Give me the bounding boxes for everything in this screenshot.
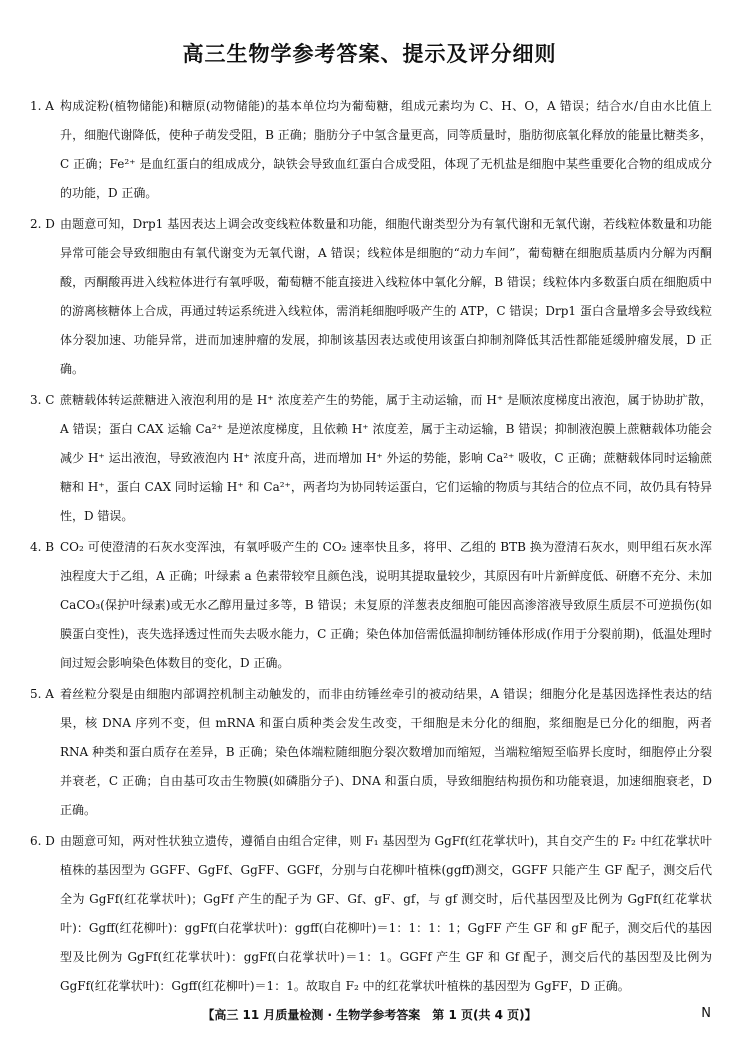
answer-explanation: CO₂ 可使澄清的石灰水变浑浊，有氧呼吸产生的 CO₂ 速率快且多，将甲、乙组的 BTB 换为澄清石灰水，则甲组石灰水浑浊程度大于乙组，A 正确；叶绿素 a 色素带较窄且颜色浅，说明其提取量较少，其原因有叶片新鲜度低、研磨不充分、未加 CaCO₃(保护叶绿素)或无水乙醇用量过多等，B 错误；未复原的洋葱表皮细胞可能因高渗溶液导致原生质层不可逆损伤(如膜蛋白变性)，丧失选择透过性而失去吸水能力，C 正确；染色体加倍需低温抑制纺锤体形成(作用于分裂前期)，低温处理时间过短会影响染色体数目的变化，D 正确。 [60, 540, 712, 670]
answer-explanation: 构成淀粉(植物储能)和糖原(动物储能)的基本单位均为葡萄糖，组成元素均为 C、H、O，A 错误；结合水/自由水比值上升，细胞代谢降低，使种子萌发受阻，B 正确；脂肪分子中氢含量更高，同等质量时，脂肪彻底氧化释放的能量比糖类多，C 正确；Fe²⁺ 是血红蛋白的组成成分，缺铁会导致血红蛋白合成受阻，体现了无机盐是细胞中某些重要化合物的组成成分的功能，D 正确。 [60, 99, 712, 200]
answer-item-3 [30, 386, 712, 531]
answer-item-1 [30, 92, 712, 208]
answer-explanation: 由题意可知，Drp1 基因表达上调会改变线粒体数量和功能，细胞代谢类型分为有氧代谢和无氧代谢，若线粒体数量和功能异常可能会导致细胞由有氧代谢变为无氧代谢，A 错误；线粒体是细胞的“动力车间”，葡萄糖在细胞质基质内分解为丙酮酸，丙酮酸再进入线粒体进行有氧呼吸，葡萄糖不能直接进入线粒体中氧化分解，B 错误；线粒体内多数蛋白质在细胞质中的游离核糖体上合成，再通过转运系统进入线粒体，需消耗细胞呼吸产生的 ATP，C 错误；Drp1 蛋白含量增多会导致线粒体分裂加速、功能异常，进而加速肿瘤的发展，抑制该基因表达或使用该蛋白抑制剂降低其活性都能延缓肿瘤发展，D 正确。 [60, 217, 712, 376]
answer-item-5 [30, 680, 712, 825]
answer-item-4 [30, 533, 712, 678]
answer-explanation: 着丝粒分裂是由细胞内部调控机制主动触发的，而非由纺锤丝牵引的被动结果，A 错误；细胞分化是基因选择性表达的结果，核 DNA 序列不变，但 mRNA 和蛋白质种类会发生改变，干细胞是未分化的细胞，浆细胞是已分化的细胞，两者 RNA 种类和蛋白质存在差异，B 正确；染色体端粒随细胞分裂次数增加而缩短，当端粒缩短至临界长度时，细胞停止分裂并衰老，C 正确；自由基可攻击生物膜(如磷脂分子)、DNA 和蛋白质，导致细胞结构损伤和功能衰退，加速细胞衰老，D 正确。 [60, 687, 712, 817]
answer-item-2 [30, 210, 712, 384]
answer-explanation: 蔗糖载体转运蔗糖进入液泡利用的是 H⁺ 浓度差产生的势能，属于主动运输，而 H⁺ 是顺浓度梯度出液泡，属于协助扩散，A 错误；蛋白 CAX 运输 Ca²⁺ 是逆浓度梯度，且依赖 H⁺ 浓度差，属于主动运输，B 错误；抑制液泡膜上蔗糖载体功能会减少 H⁺ 运出液泡，导致液泡内 H⁺ 浓度升高，进而增加 H⁺ 外运的势能，影响 Ca²⁺ 吸收，C 正确；蔗糖载体同时运输蔗糖和 H⁺，蛋白 CAX 同时运输 H⁺ 和 Ca²⁺，两者均为协同转运蛋白，它们运输的物质与其结合的位点不同，故仍具有特异性，D 错误。 [60, 393, 712, 523]
answer-number: 1. A [30, 99, 54, 113]
answer-number: 5. A [30, 687, 54, 701]
answer-explanation: 由题意可知，两对性状独立遗传，遵循自由组合定律，则 F₁ 基因型为 GgFf(红花掌状叶)，其自交产生的 F₂ 中红花掌状叶植株的基因型为 GGFF、GgFf、GgFF、GGFf，分别与白花柳叶植株(ggff)测交，GGFF 只能产生 GF 配子，测交后代全为 GgFf(红花掌状叶)；GgFf 产生的配子为 GF、Gf、gF、gf，与 gf 测交时，后代基因型及比例为 GgFf(红花掌状叶)：Ggff(红花柳叶)：ggFf(白花掌状叶)：ggff(白花柳叶)＝1：1：1：1；GgFF 产生 GF 和 gF 配子，测交后代的基因型及比例为 GgFf(红花掌状叶)：ggFf(白花掌状叶)＝1：1。GGFf 产生 GF 和 Gf 配子，测交后代的基因型及比例为 GgFf(红花掌状叶)：Ggff(红花柳叶)＝1：1。故取自 F₂ 中的红花掌状叶植株的基因型为 GgFF，D 正确。 [60, 834, 712, 993]
answer-number: 3. C [30, 393, 55, 407]
answer-number: 6. D [30, 834, 55, 848]
answer-item-6 [30, 827, 712, 1001]
answer-list [30, 92, 712, 1003]
answer-number: 4. B [30, 540, 55, 554]
answer-number: 2. D [30, 217, 55, 231]
page-title: 高三生物学参考答案、提示及评分细则 [182, 42, 557, 66]
page-footer: 【高三 11 月质量检测 · 生物学参考答案 第 1 页(共 4 页)】 [202, 1008, 537, 1022]
page-letter: N [701, 1006, 711, 1021]
